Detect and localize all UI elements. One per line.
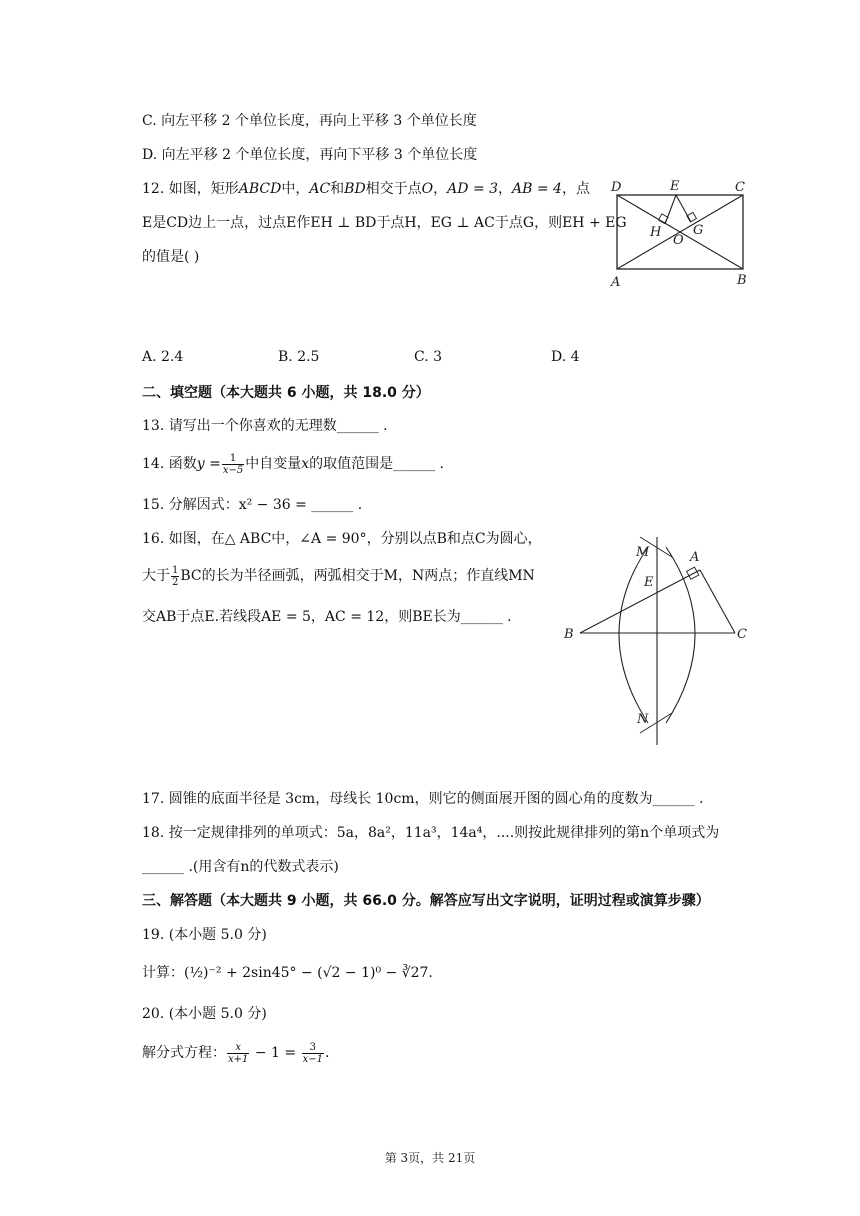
q12-rectangle-figure (605, 176, 755, 291)
q17: 17. 圆锥的底面半径是 3cm，母线长 10cm，则它的侧面展开图的圆心角的度数为______ . (142, 791, 704, 807)
q12-option-a: A. 2.4 (142, 349, 184, 365)
q12-option-c: C. 3 (414, 349, 443, 365)
fig12-label-a: A (611, 275, 621, 290)
fig16-label-e: E (644, 575, 654, 590)
fig12-label-g: G (693, 223, 704, 238)
fig16-label-m: M (636, 545, 650, 560)
q14: 14. 函数y = $\frac{1}{x-5}$ 中自变量x的取值范围是______ . (142, 452, 445, 476)
q14-fraction: $\frac{1}{x-5}$ (222, 452, 244, 476)
q12-option-d: D. 4 (551, 349, 580, 365)
q16-triangle-figure (560, 525, 760, 750)
fig12-label-h: H (650, 225, 662, 240)
fig12-label-b: B (737, 273, 747, 288)
q16-fraction: $\frac{1}{2}$ (172, 564, 179, 588)
q16-line3: 交AB于点E.若线段AE = 5，AC = 12，则BE长为______ . (142, 609, 512, 625)
fig12-label-d: D (611, 180, 622, 195)
fig16-label-b: B (564, 627, 574, 642)
q18-line2: ______ .(用含有n的代数式表示) (142, 859, 339, 875)
fig12-label-c: C (735, 180, 745, 195)
q12-line1: 12. 如图，矩形ABCD中，AC和BD相交于点O，AD = 3，AB = 4，点 (142, 181, 590, 197)
fig16-label-n: N (637, 712, 649, 727)
q15: 15. 分解因式：x² − 36 = ______ . (142, 497, 363, 513)
section-3-heading: 三、解答题（本大题共 9 小题，共 66.0 分。解答应写出文字说明，证明过程或演算步骤） (142, 893, 710, 909)
fig16-label-c: C (737, 627, 747, 642)
q20-fraction-left: $\frac{x}{x+1}$ (228, 1041, 249, 1065)
q13: 13. 请写出一个你喜欢的无理数______ . (142, 418, 388, 434)
q20-head: 20. (本小题 5.0 分) (142, 1006, 267, 1022)
fig12-label-e: E (670, 179, 680, 194)
q12-option-b: B. 2.5 (278, 349, 320, 365)
q18-line1: 18. 按一定规律排列的单项式：5a，8a²，11a³，14a⁴，....则按此规律排列的第n个单项式为 (142, 825, 720, 841)
q12-line3: 的值是( ) (142, 249, 200, 265)
fig12-label-o: O (673, 233, 684, 248)
option-c-prev: C. 向左平移 2 个单位长度，再向上平移 3 个单位长度 (142, 113, 477, 129)
q16-line2: 大于 $\frac{1}{2}$ BC的长为半径画弧，两弧相交于M，N两点；作直线MN (142, 564, 535, 588)
option-d-prev: D. 向左平移 2 个单位长度，再向下平移 3 个单位长度 (142, 147, 478, 163)
q12-line2: E是CD边上一点，过点E作EH ⊥ BD于点H，EG ⊥ AC于点G，则EH + EG (142, 215, 627, 231)
fig16-label-a: A (690, 550, 700, 565)
q19-body: 计算：(½)⁻² + 2sin45° − (√2 − 1)⁰ − ∛27. (142, 965, 433, 981)
q20-body: 解分式方程： $\frac{x}{x+1}$ − 1 = $\frac{3}{x-1}$ . (142, 1041, 330, 1065)
q20-fraction-right: $\frac{3}{x-1}$ (302, 1041, 323, 1065)
q19-head: 19. (本小题 5.0 分) (142, 927, 267, 943)
q16-line1: 16. 如图，在△ ABC中，∠A = 90°，分别以点B和点C为圆心， (142, 531, 542, 547)
section-2-heading: 二、填空题（本大题共 6 小题，共 18.0 分） (142, 385, 430, 401)
page-footer: 第 3页，共 21页 (384, 1151, 476, 1165)
